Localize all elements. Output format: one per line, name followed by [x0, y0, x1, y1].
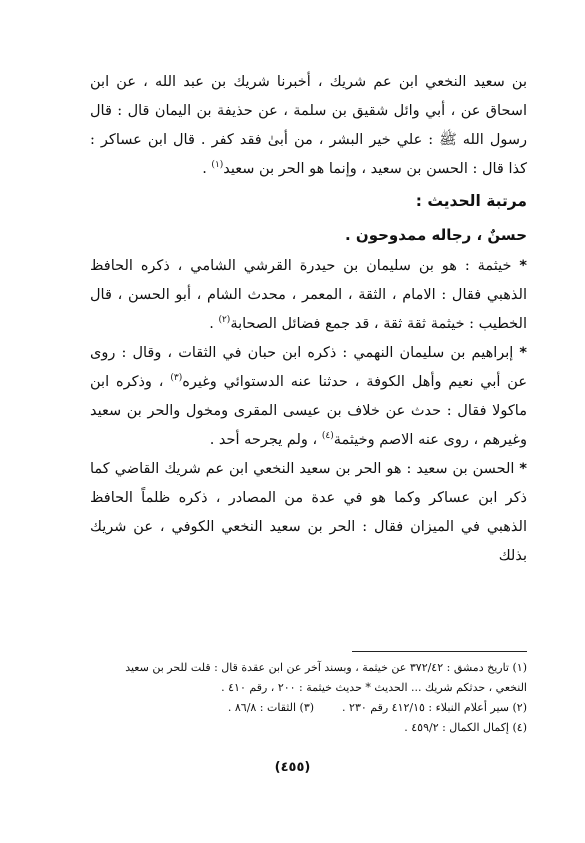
intro-line: بن سعيد النخعي ابن عم شريك ، أخبرنا شريك بن عبد الله ، عن ابن	[90, 74, 527, 90]
entry-line: الذهبي فقال : الامام ، الثقة ، المعمر ، محدث الشام ، أبو الحسن ، قال	[90, 287, 527, 303]
section-title: مرتبة الحديث :	[415, 192, 527, 210]
bullet-star: *	[519, 461, 527, 477]
footnote-2: (٢) سير أعلام النبلاء : ٤١٢/١٥ رقم ٢٣٠ .	[342, 701, 527, 714]
entry-line: إبراهيم بن سليمان النهمي : ذكره ابن حبان في الثقات ، وقال : روى	[90, 345, 514, 361]
footnote-1: (١) تاريخ دمشق : ٣٧٢/٤٢ عن خيثمة ، وبسند آخر عن ابن عقدة قال : قلت للحر بن سعيد	[125, 661, 527, 674]
footnote-ref: (٣)	[170, 373, 183, 384]
intro-line: رسول الله ﷺ : علي خير البشر ، من أبىٰ فقد كفر . قال ابن عساكر : كذا	[90, 132, 527, 177]
footnote-4: (٤) إكمال الكمال : ٤٥٩/٢ .	[404, 721, 527, 734]
footnote-ref: (٢)	[218, 315, 231, 326]
narrator-entry	[90, 339, 527, 455]
entry-tail: .	[209, 316, 214, 332]
footnote-separator	[352, 651, 527, 652]
entry-line: كما ذكر ابن عساكر وكما هو في عدة من المصادر ، ذكره ظلماً الحافظ	[90, 461, 527, 506]
footnote-3: (٣) الثقات : ٨٦/٨ .	[227, 701, 315, 714]
bullet-star: *	[519, 345, 528, 361]
entry-line: عن أبي نعيم وأهل الكوفة ، حدثنا عنه الدستوائي وغيره	[182, 374, 527, 390]
entry-line: ، وذكره ابن	[90, 374, 164, 390]
entry-line: خيثمة : هو بن سليمان بن حيدرة القرشي الشامي ، ذكره الحافظ	[90, 258, 512, 274]
footnote-ref: (٤)	[321, 431, 334, 442]
narrator-entry	[90, 252, 527, 339]
page-number: (٤٥٥)	[274, 760, 311, 775]
hadith-grade: حسنٌ ، رجاله ممدوحون .	[344, 226, 527, 244]
entry-tail: ، ولم يجرحه أحد .	[209, 432, 318, 448]
intro-line: قال : الحسن بن سعيد ، وإنما هو الحر بن سعيد	[223, 161, 504, 177]
main-text	[90, 68, 527, 571]
footnote-ref: (١)	[211, 160, 224, 171]
entry-line: وغيرهم ، روى عنه الاصم وخيثمة	[333, 432, 527, 448]
footnotes	[78, 658, 527, 738]
entry-line: الحسن بن سعيد : هو الحر بن سعيد النخعي ابن عم شريك القاضي	[114, 461, 515, 477]
entry-line: الذهبي في الميزان فقال : الحر بن سعيد النخعي الكوفي ، عن شريك بذلك	[90, 519, 527, 564]
bullet-star: *	[519, 258, 527, 274]
entry-line: ماكولا فقال : حدث عن خلاف بن عيسى المقرى ومخول والحر بن سعيد	[90, 403, 527, 419]
footnote-1-cont: النخعي ، حدثكم شريك ... الحديث * حديث خيثمة : ٢٠٠ ، رقم ٤١٠ .	[221, 681, 527, 694]
intro-line: اسحاق عن ، أبي وائل شقيق بن سلمة ، عن حذيفة بن اليمان قال : قال	[90, 103, 527, 119]
narrator-entry	[90, 455, 527, 571]
entry-line: الخطيب : خيثمة ثقة ثقة ، قد جمع فضائل الصحابة	[230, 316, 527, 332]
footnote-row	[78, 698, 527, 718]
intro-paragraph: بن سعيد النخعي ابن عم شريك ، أخبرنا شريك بن عبد الله ، عن ابن اسحاق عن ، أبي وائل شقيق بن سلمة ، عن حذيفة بن اليمان قال : قال رسول الله ﷺ : علي خير البشر ، من أبىٰ فقد كفر . قال ابن عساكر : كذا قال : الحسن بن سعيد ، وإنما هو الحر بن سعيد$^{(١)}$ .	[90, 74, 527, 177]
